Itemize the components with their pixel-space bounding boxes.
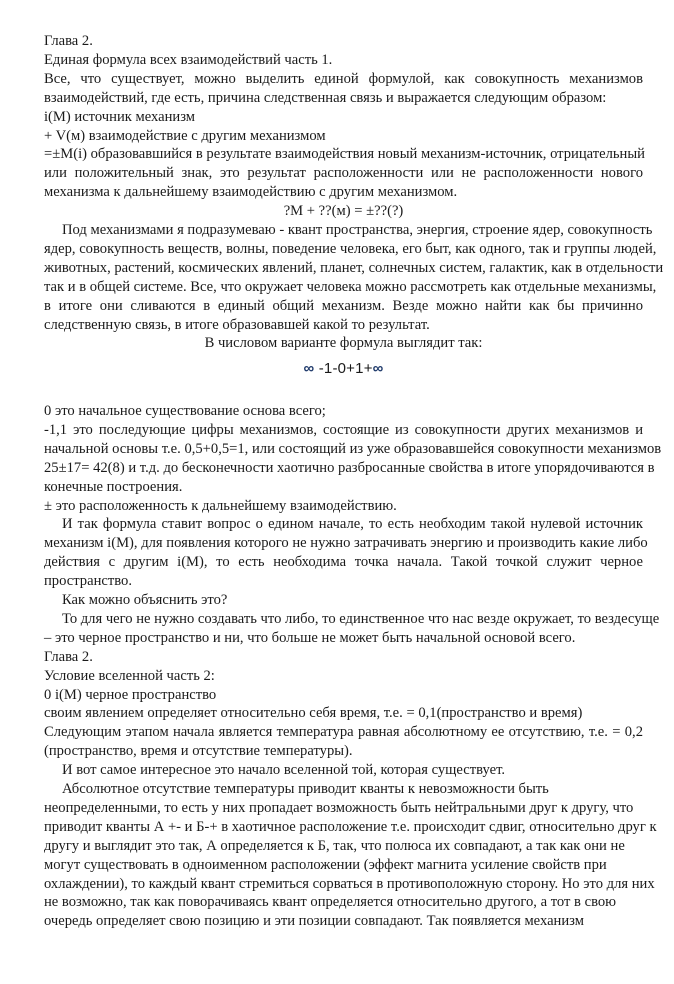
text-line: 0 i(M) черное пространство xyxy=(44,686,217,703)
text-line: (пространство, время и отсутствие температуры). xyxy=(44,743,353,760)
text-line: Глава 2. xyxy=(44,648,93,665)
text-line: взаимодействий, где есть, причина следственная связь и выражается следующим образом: xyxy=(44,89,607,106)
text-line: механизма к дальнейшему взаимодействию с другим механизмом. xyxy=(44,184,458,201)
text-line: своим явлением определяет относительно себя время, т.е. = 0,1(пространство и время) xyxy=(44,705,583,722)
text-line: не возможно, так как поворачиваясь квант определяется относительно другого, а тот в свою xyxy=(44,894,617,911)
text-line: Под механизмами я подразумеваю - квант пространства, энергия, строение ядер, совокупность xyxy=(62,222,653,238)
numeric-formula-body: -1-0+1+ xyxy=(314,360,373,377)
text-line: охлаждении), то каждый квант стремиться сорваться в противоположную сторону. Но это для них xyxy=(44,875,655,892)
text-line: ± это расположенность к дальнейшему взаимодействию. xyxy=(44,497,397,514)
text-line: следственную связь, в итоге образовавшей какой то результат. xyxy=(44,316,430,333)
text-line: + V(м) взаимодействие с другим механизмом xyxy=(44,127,326,144)
infinity-symbol-right: ∞ xyxy=(372,360,384,377)
text-line: Абсолютное отсутствие температуры приводит кванты к невозможности быть xyxy=(62,781,549,797)
text-line: другу и выглядит это так, А определяется к Б, так, что полюса их совпадают, а так как они не xyxy=(44,837,625,854)
text-line: действия с другим i(M), то есть необходима точка начала. Такой точкой служит черное xyxy=(44,554,643,571)
text-line: Условие вселенной часть 2: xyxy=(44,667,215,684)
infinity-symbol-left: ∞ xyxy=(303,360,315,377)
text-line: или положительный знак, это результат расположенности или не расположенности нового xyxy=(44,165,643,182)
text-line: механизм i(M), для появления которого не нужно затрачивать энергию и производить какие либо xyxy=(44,535,648,552)
text-line: Следующим этапом начала является температура равная абсолютному ее отсутствию, т.е. = 0,2 xyxy=(44,724,643,741)
text-line: ?M + ??(м) = ±??(?) xyxy=(283,203,404,220)
text-line: 25±17= 42(8) и т.д. до бесконечности хаотично разбросанные свойства в итоге упорядочиваются в xyxy=(44,459,655,476)
text-line: И так формула ставит вопрос о едином начале, то есть необходим такой нулевой источник xyxy=(62,516,643,533)
text-line: Все, что существует, можно выделить единой формулой, как совокупность механизмов xyxy=(44,70,643,87)
text-line: приводит кванты А +- и Б-+ в хаотичное расположение т.е. происходит сдвиг, относительно друг к xyxy=(44,818,657,835)
text-line: ядер, совокупность веществ, волны, поведение человека, его быт, как одного, так и группы людей, xyxy=(44,240,657,257)
text-line: так и в общей системе. Все, что окружает человека можно рассмотреть как отдельные механизмы, xyxy=(44,278,657,295)
text-line: -1,1 это последующие цифры механизмов, состоящие из совокупности других механизмов и xyxy=(44,421,643,438)
text-line: конечные построения. xyxy=(44,478,183,495)
text-line: Единая формула всех взаимодействий часть 1. xyxy=(44,51,333,68)
text-line: – это черное пространство и ни, что больше не может быть начальной основой всего. xyxy=(44,629,576,646)
text-line: В числовом варианте формула выглядит так: xyxy=(204,335,483,352)
text-line: Глава 2. xyxy=(44,33,93,49)
text-line: в итоге они сливаются в единый общий механизм. Везде можно найти как бы причинно xyxy=(44,297,643,314)
text-line: И вот самое интересное это начало вселенной той, которая существует. xyxy=(62,762,505,779)
text-line: i(M) источник механизм xyxy=(44,108,196,125)
numeric-formula xyxy=(44,359,643,378)
text-line: животных, растений, космических явлений, планет, солнечных систем, галактик, как в отдельности xyxy=(44,259,664,276)
text-line: очередь определяет свою позицию и эти позиции совпадают. Так появляется механизм xyxy=(44,913,584,930)
text-line: могут существовать в одноименном расположении (эффект магнита усиление свойств при xyxy=(44,856,607,873)
text-line: То для чего не нужно создавать что либо, то единственное что нас везде окружает, то вездесуще xyxy=(62,610,660,627)
text-line: Как можно объяснить это? xyxy=(62,592,228,608)
text-line: начальной основы т.е. 0,5+0,5=1, или состоящий из уже образовавшейся совокупности механизмов xyxy=(44,440,662,457)
text-line: 0 это начальное существование основа всего; xyxy=(44,403,326,419)
text-line: =±M(i) образовавшийся в результате взаимодействия новый механизм-источник, отрицательный xyxy=(44,146,645,163)
text-line: неопределенными, то есть у них пропадает возможность быть нейтральными друг к другу, что xyxy=(44,799,634,816)
text-line: пространство. xyxy=(44,573,132,590)
